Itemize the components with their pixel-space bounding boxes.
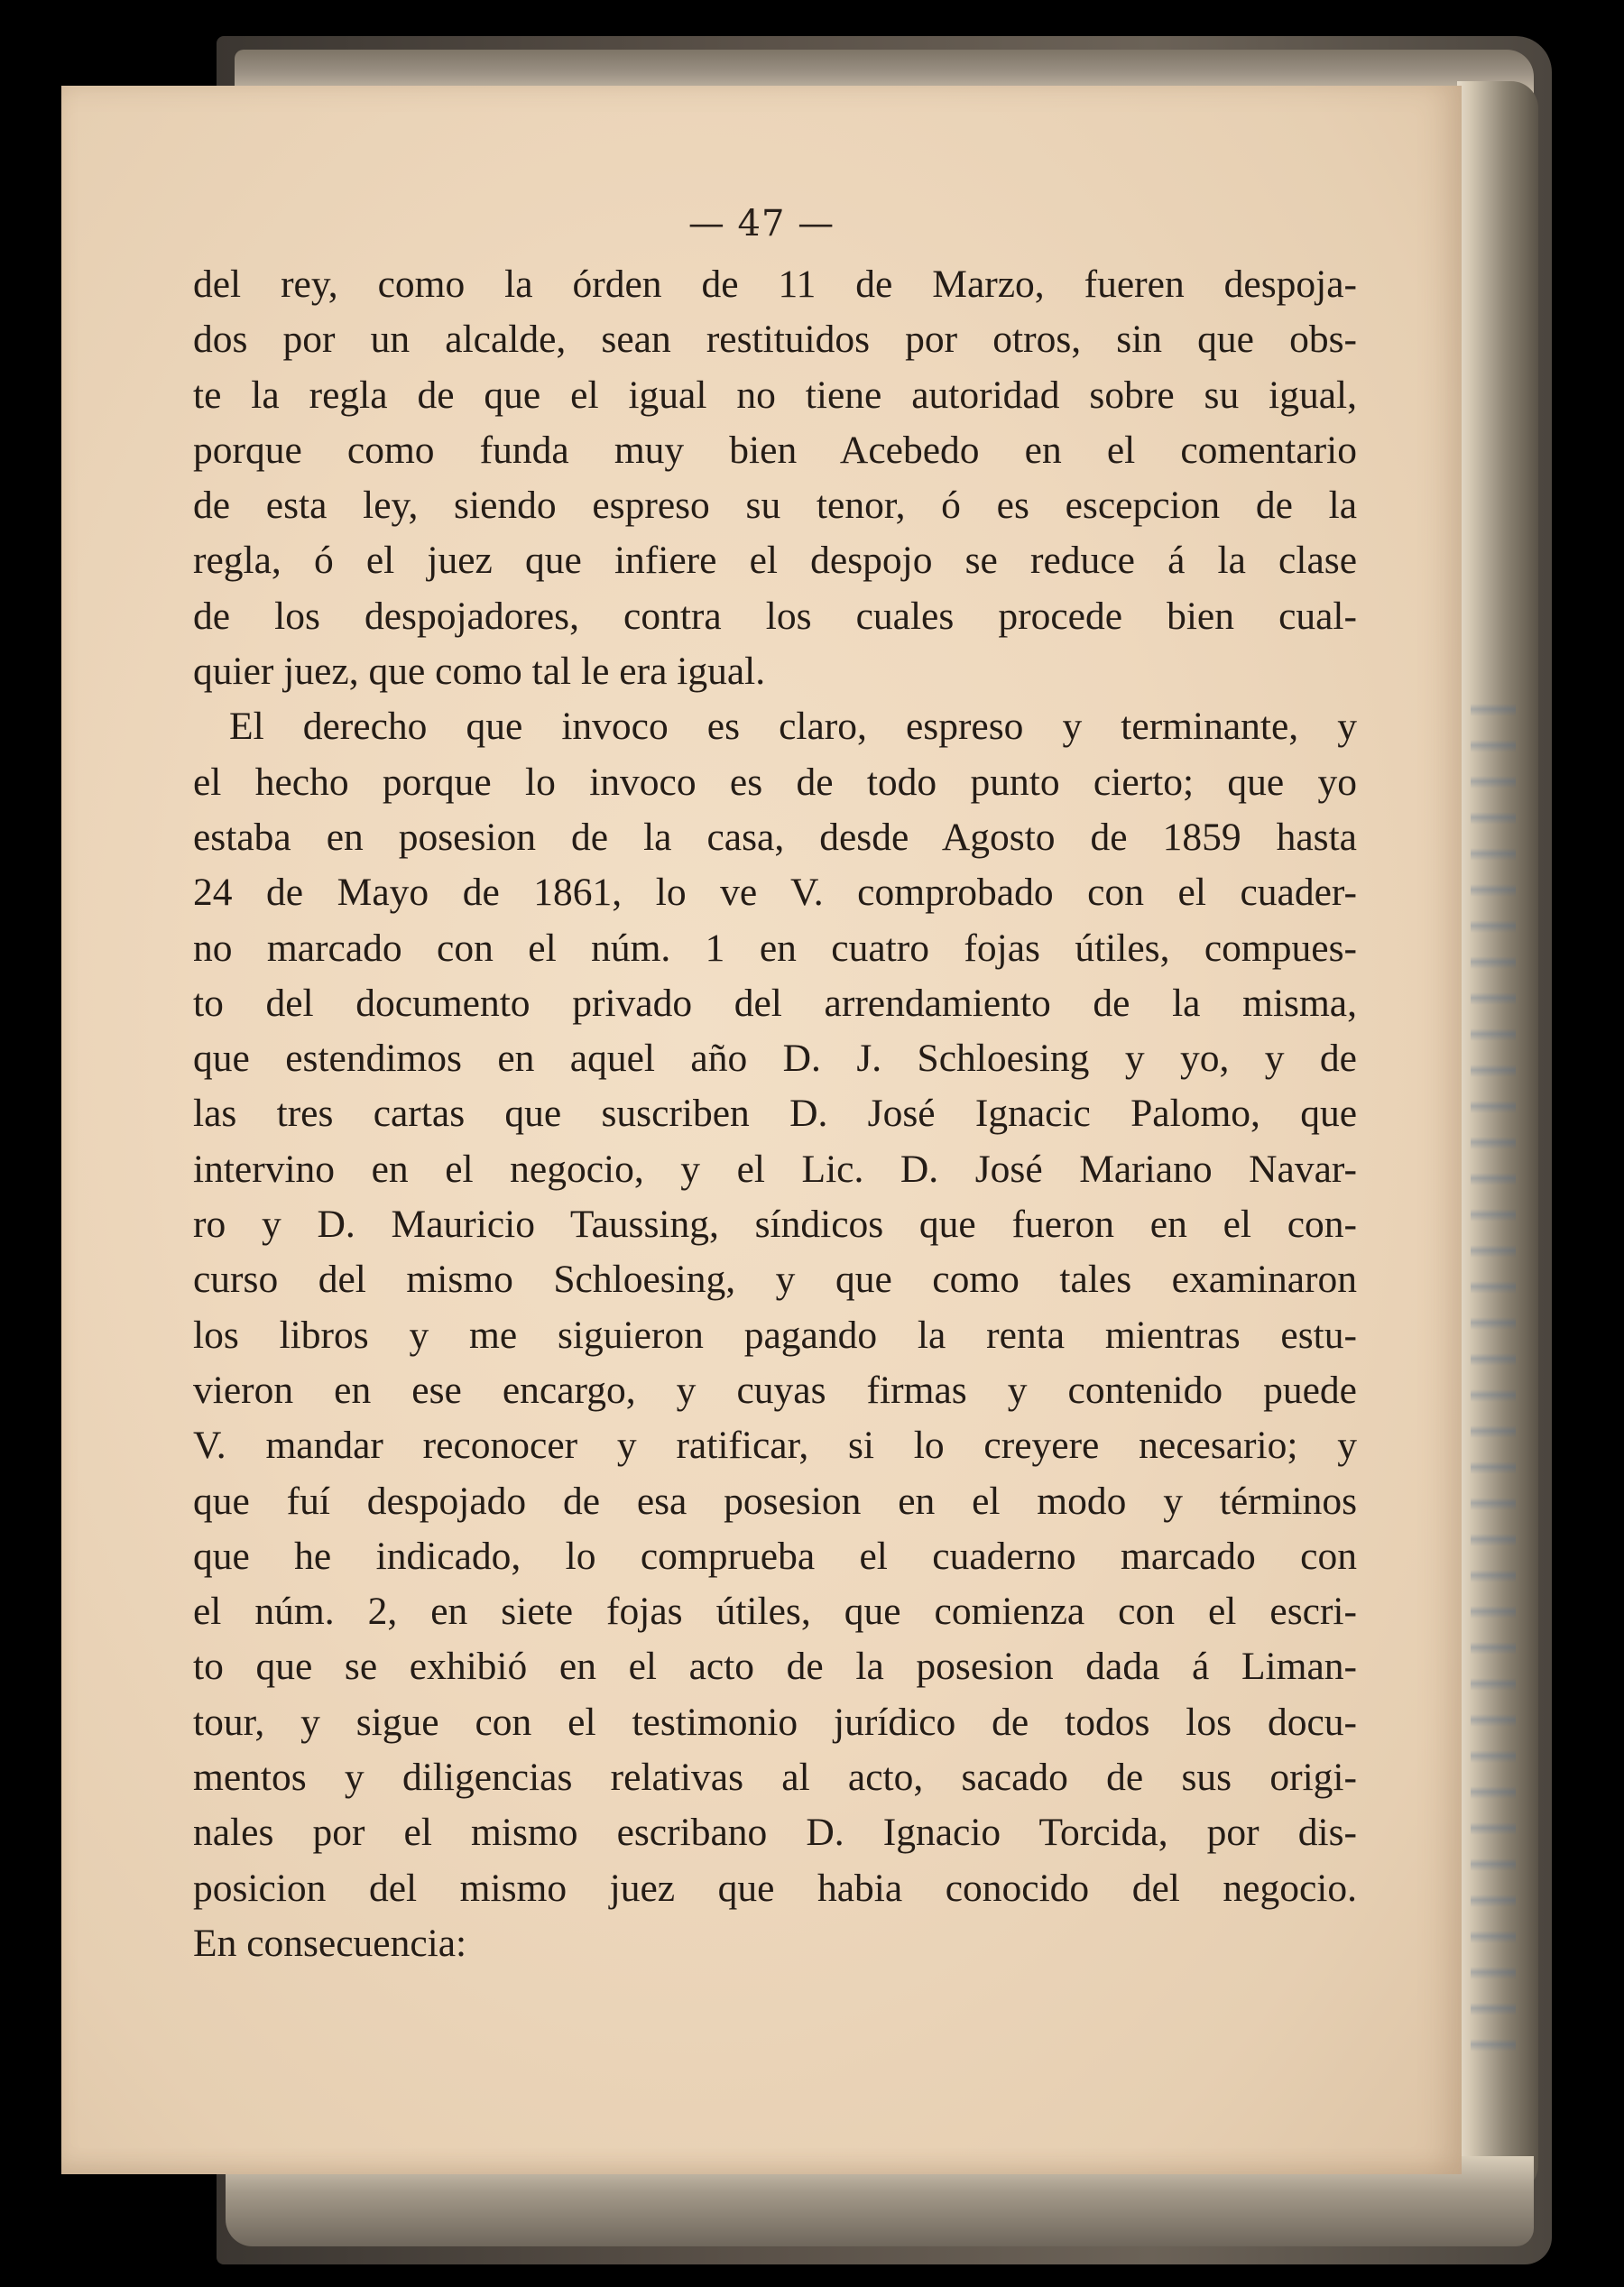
text-line: El derecho que invoco es claro, espreso y terminante, y	[229, 705, 1357, 749]
text-line: vieron en ese encargo, y cuyas firmas y contenido puede	[193, 1368, 1357, 1412]
text-line: to que se exhibió en el acto de la posesion dada á Liman-	[193, 1645, 1357, 1689]
text-line: que estendimos en aquel año D. J. Schloesing y yo, y de	[193, 1037, 1357, 1081]
text-line: que he indicado, lo comprueba el cuaderno marcado con	[193, 1534, 1357, 1578]
text-line: quier juez, que como tal le era igual.	[193, 650, 766, 694]
text-line: las tres cartas que suscriben D. José Ignacic Palomo, que	[193, 1092, 1357, 1136]
text-line: estaba en posesion de la casa, desde Agosto de 1859 hasta	[193, 815, 1357, 859]
page-edge-stain	[1471, 704, 1516, 2057]
text-line: de esta ley, siendo espreso su tenor, ó es escepcion de la	[193, 484, 1357, 528]
text-line: de los despojadores, contra los cuales procede bien cual-	[193, 594, 1357, 638]
text-line: regla, ó el juez que infiere el despojo se reduce á la clase	[193, 539, 1357, 583]
text-line: que fuí despojado de esa posesion en el modo y términos	[193, 1479, 1357, 1523]
text-line: no marcado con el núm. 1 en cuatro fojas útiles, compues-	[193, 926, 1357, 970]
paragraph	[193, 699, 1357, 1971]
text-line: ro y D. Mauricio Taussing, síndicos que fueron en el con-	[193, 1203, 1357, 1247]
body-text	[193, 257, 1357, 1971]
text-line: porque como funda muy bien Acebedo en el comentario	[193, 428, 1357, 472]
text-line: curso del mismo Schloesing, y que como tales examinaron	[193, 1258, 1357, 1302]
text-line: tour, y sigue con el testimonio jurídico de todos los docu-	[193, 1700, 1357, 1744]
text-line: el núm. 2, en siete fojas útiles, que comienza con el escri-	[193, 1590, 1357, 1634]
page-number: — 47 —	[687, 203, 835, 244]
text-line: los libros y me siguieron pagando la renta mientras estu-	[193, 1313, 1357, 1357]
text-line: En consecuencia:	[193, 1921, 467, 1965]
text-line: te la regla de que el igual no tiene autoridad sobre su igual,	[193, 373, 1357, 417]
text-line: to del documento privado del arrendamiento de la misma,	[193, 981, 1357, 1025]
text-line: posicion del mismo juez que habia conocido del negocio.	[193, 1866, 1357, 1910]
paragraph	[193, 257, 1357, 699]
text-line: del rey, como la órden de 11 de Marzo, fueren despoja-	[193, 263, 1357, 306]
text-line: intervino en el negocio, y el Lic. D. José Mariano Navar-	[193, 1147, 1357, 1191]
text-line: dos por un alcalde, sean restituidos por otros, sin que obs-	[193, 318, 1357, 362]
text-line: el hecho porque lo invoco es de todo punto cierto; que yo	[193, 760, 1357, 804]
text-line: nales por el mismo escribano D. Ignacio Torcida, por dis-	[193, 1811, 1357, 1855]
text-line: V. mandar reconocer y ratificar, si lo creyere necesario; y	[193, 1424, 1357, 1468]
page-sheet	[61, 86, 1462, 2174]
text-line: mentos y diligencias relativas al acto, sacado de sus origi-	[193, 1756, 1357, 1800]
text-line: 24 de Mayo de 1861, lo ve V. comprobado con el cuader-	[193, 871, 1357, 915]
